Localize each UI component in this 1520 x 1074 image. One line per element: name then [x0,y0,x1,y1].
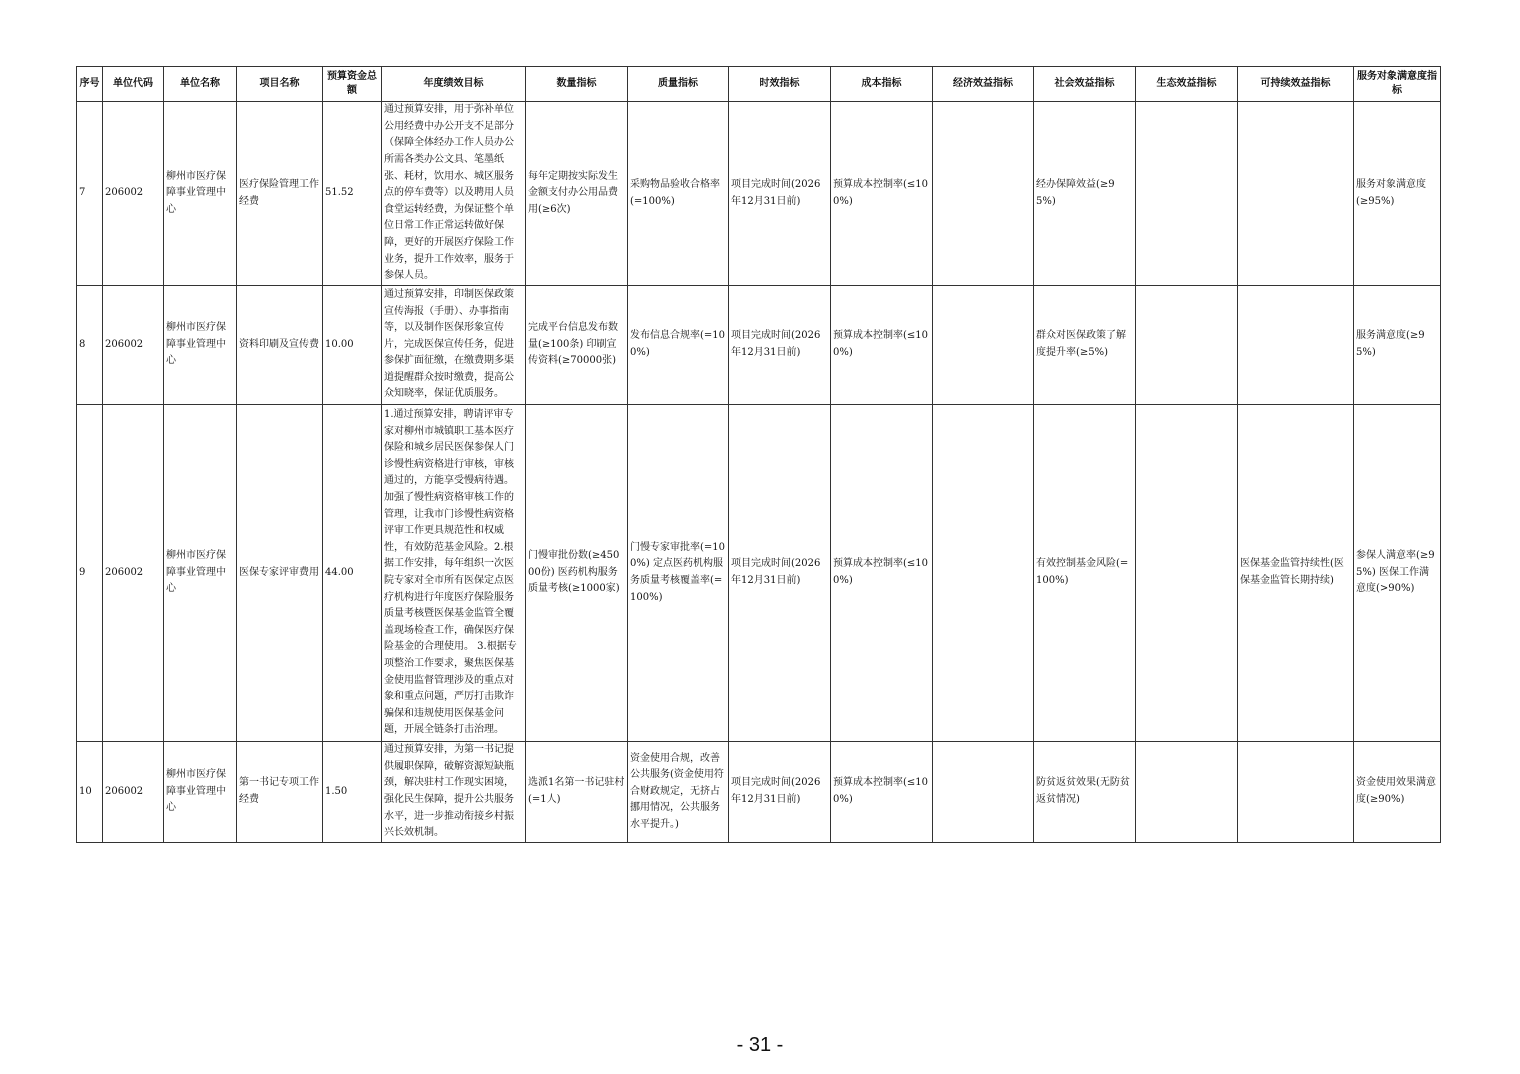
col-header-economic: 经济效益指标 [933,67,1034,102]
cell-budget: 51.52 [323,102,382,286]
cell-budget: 10.00 [323,286,382,405]
cell-sustainable [1238,742,1354,843]
cell-quantity: 选派1名第一书记驻村(=1人) [526,742,628,843]
cell-quality: 门慢专家审批率(=100%) 定点医药机构服务质量考核覆盖率(=100%) [628,405,729,742]
col-header-satisfaction: 服务对象满意度指标 [1354,67,1441,102]
col-header-ecological: 生态效益指标 [1136,67,1238,102]
cell-annual-goal: 通过预算安排，印制医保政策宣传海报（手册）、办事指南等，以及制作医保形象宣传片，完成医保宣传任务，促进参保扩面征缴，在缴费期多渠道提醒群众按时缴费，提高公众知晓率，保证优质服务。 [382,286,526,405]
cell-index: 10 [77,742,103,843]
cell-budget: 44.00 [323,405,382,742]
cell-quality: 发布信息合规率(=100%) [628,286,729,405]
table-row [77,742,1441,843]
cell-cost: 预算成本控制率(≤100%) [831,286,933,405]
col-header-index: 序号 [77,67,103,102]
cell-satisfaction: 服务满意度(≥95%) [1354,286,1441,405]
cell-unit-code: 206002 [103,405,164,742]
cell-ecological [1136,405,1238,742]
cell-ecological [1136,742,1238,843]
cell-index: 8 [77,286,103,405]
cell-economic [933,286,1034,405]
col-header-budget: 预算资金总额 [323,67,382,102]
cell-unit-code: 206002 [103,102,164,286]
cell-quality: 采购物品验收合格率(=100%) [628,102,729,286]
cell-economic [933,405,1034,742]
cell-ecological [1136,102,1238,286]
cell-unit-name: 柳州市医疗保障事业管理中心 [164,742,237,843]
col-header-project-name: 项目名称 [237,67,323,102]
cell-ecological [1136,286,1238,405]
col-header-timeliness: 时效指标 [729,67,831,102]
table-row [77,286,1441,405]
col-header-annual-goal: 年度绩效目标 [382,67,526,102]
cell-economic [933,102,1034,286]
cell-project-name: 医疗保险管理工作经费 [237,102,323,286]
cell-budget: 1.50 [323,742,382,843]
cell-quantity: 每年定期按实际发生金额支付办公用品费用(≥6次) [526,102,628,286]
col-header-sustainable: 可持续效益指标 [1238,67,1354,102]
cell-social: 有效控制基金风险(=100%) [1034,405,1136,742]
cell-unit-code: 206002 [103,742,164,843]
col-header-cost: 成本指标 [831,67,933,102]
cell-index: 7 [77,102,103,286]
col-header-unit-name: 单位名称 [164,67,237,102]
cell-sustainable: 医保基金监管持续性(医保基金监管长期持续) [1238,405,1354,742]
cell-satisfaction: 资金使用效果满意度(≥90%) [1354,742,1441,843]
col-header-social: 社会效益指标 [1034,67,1136,102]
cell-sustainable [1238,286,1354,405]
page-number: - 31 - [736,1034,784,1056]
cell-social: 群众对医保政策了解度提升率(≥5%) [1034,286,1136,405]
cell-social: 防贫返贫效果(无防贫返贫情况) [1034,742,1136,843]
table-row [77,405,1441,742]
cell-unit-name: 柳州市医疗保障事业管理中心 [164,286,237,405]
cell-index: 9 [77,405,103,742]
col-header-unit-code: 单位代码 [103,67,164,102]
cell-timeliness: 项目完成时间(2026年12月31日前) [729,742,831,843]
cell-project-name: 第一书记专项工作经费 [237,742,323,843]
col-header-quantity: 数量指标 [526,67,628,102]
cell-annual-goal: 通过预算安排，为第一书记提供履职保障，破解资源短缺瓶颈，解决驻村工作现实困境，强化民生保障，提升公共服务水平，进一步推动衔接乡村振兴长效机制。 [382,742,526,843]
cell-unit-name: 柳州市医疗保障事业管理中心 [164,405,237,742]
performance-target-table [76,66,1441,843]
cell-unit-name: 柳州市医疗保障事业管理中心 [164,102,237,286]
cell-timeliness: 项目完成时间(2026年12月31日前) [729,286,831,405]
cell-quality: 资金使用合规，改善公共服务(资金使用符合财政规定，无挤占挪用情况，公共服务水平提升。) [628,742,729,843]
cell-project-name: 医保专家评审费用 [237,405,323,742]
cell-annual-goal: 1.通过预算安排，聘请评审专家对柳州市城镇职工基本医疗保险和城乡居民医保参保人门诊慢性病资格进行审核，审核通过的，方能享受慢病待遇。加强了慢性病资格审核工作的管理，让我市门诊慢性病资格评审工作更具规范性和权威性，有效防范基金风险。2.根据工作安排，每年组织一次医院专家对全市所有医保定点医疗机构进行年度医疗保险服务质量考核暨医保基金监管全覆盖现场检查工作，确保医疗保险基金的合理使用。 3.根据专项整治工作要求，聚焦医保基金使用监督管理涉及的重点对象和重点问题，严厉打击欺诈骗保和违规使用医保基金问题，开展全链条打击治理。 [382,405,526,742]
cell-annual-goal: 通过预算安排，用于弥补单位公用经费中办公开支不足部分（保障全体经办工作人员办公所需各类办公文具、笔墨纸张、耗材，饮用水、城区服务点的停车费等）以及聘用人员食堂运转经费，为保证整个单位日常工作正常运转做好保障，更好的开展医疗保险工作业务，提升工作效率，服务于参保人员。 [382,102,526,286]
cell-satisfaction: 服务对象满意度(≥95%) [1354,102,1441,286]
cell-cost: 预算成本控制率(≤100%) [831,742,933,843]
table-header-row [77,67,1441,102]
table-row [77,102,1441,286]
col-header-quality: 质量指标 [628,67,729,102]
cell-cost: 预算成本控制率(≤100%) [831,102,933,286]
cell-satisfaction: 参保人满意率(≥95%) 医保工作满意度(>90%) [1354,405,1441,742]
cell-economic [933,742,1034,843]
cell-cost: 预算成本控制率(≤100%) [831,405,933,742]
cell-unit-code: 206002 [103,286,164,405]
cell-timeliness: 项目完成时间(2026年12月31日前) [729,405,831,742]
cell-social: 经办保障效益(≥95%) [1034,102,1136,286]
cell-project-name: 资料印刷及宣传费 [237,286,323,405]
cell-sustainable [1238,102,1354,286]
cell-timeliness: 项目完成时间(2026年12月31日前) [729,102,831,286]
cell-quantity: 门慢审批份数(≥45000份) 医药机构服务质量考核(≥1000家) [526,405,628,742]
cell-quantity: 完成平台信息发布数量(≥100条) 印刷宣传资料(≥70000张) [526,286,628,405]
